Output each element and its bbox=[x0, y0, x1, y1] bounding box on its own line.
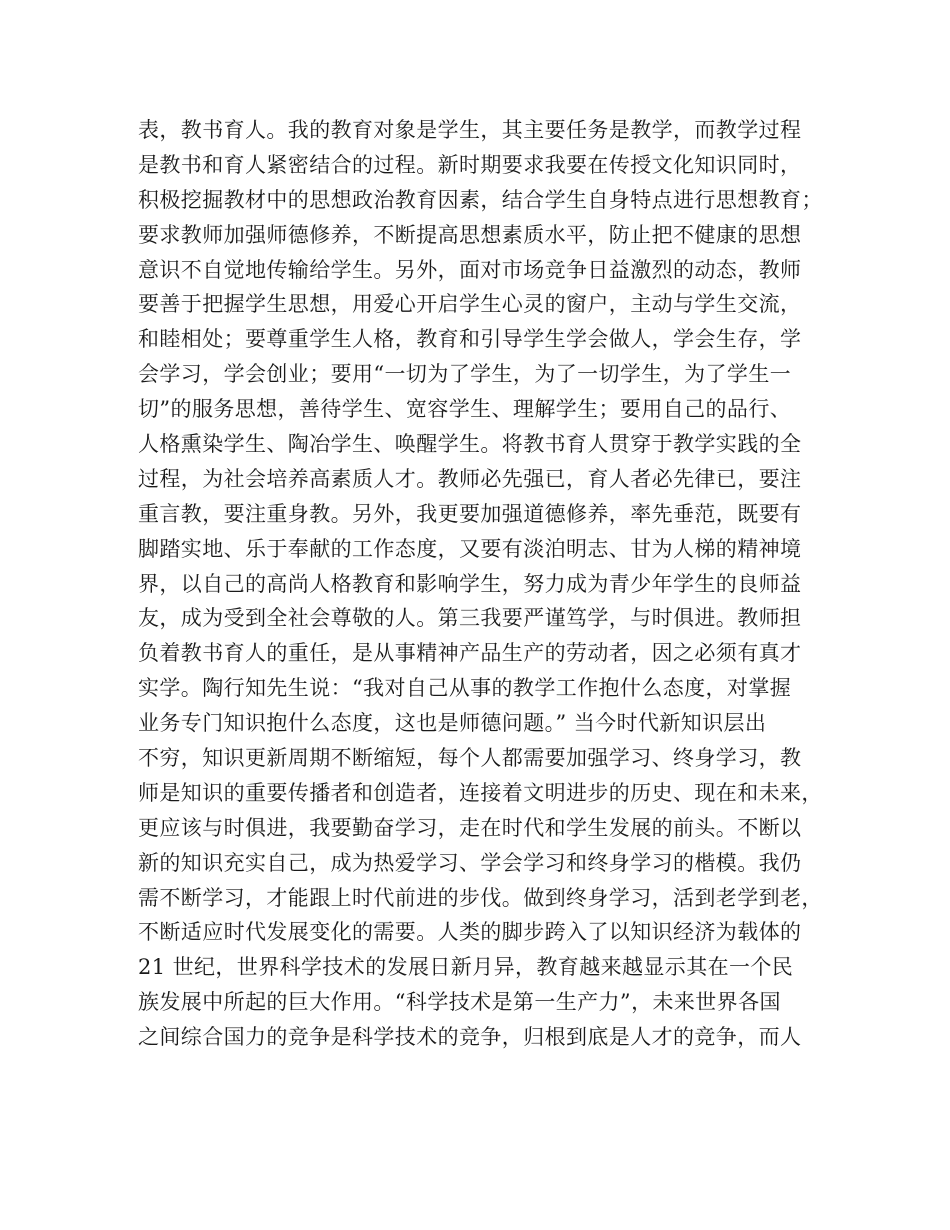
body-text bbox=[138, 113, 838, 1055]
text-line: 负着教书育人的重任，是从事精神产品生产的劳动者，因之必须有真才 bbox=[138, 641, 802, 666]
text-line: 族发展中所起的巨大作用。“科学技术是第一生产力”，未来世界各国 bbox=[138, 990, 781, 1015]
text-line: 之间综合国力的竞争是科学技术的竞争，归根到底是人才的竞争，而人 bbox=[138, 1025, 802, 1050]
text-line: 需不断学习，才能跟上时代前进的步伐。做到终身学习，活到老学到老， bbox=[138, 885, 823, 910]
text-line: 切”的服务思想，善待学生、宽容学生、理解学生；要用自己的品行、 bbox=[138, 397, 792, 422]
text-line: 意识不自觉地传输给学生。另外，面对市场竞争日益激烈的动态，教师 bbox=[138, 257, 802, 282]
text-line: 是教书和育人紧密结合的过程。新时期要求我要在传授文化知识同时， bbox=[138, 152, 802, 177]
text-line: 更应该与时俱进，我要勤奋学习，走在时代和学生发展的前头。不断以 bbox=[138, 815, 802, 840]
text-line: 新的知识充实自己，成为热爱学习、学会学习和终身学习的楷模。我仍 bbox=[138, 850, 802, 875]
text-line: 不断适应时代发展变化的需要。人类的脚步跨入了以知识经济为载体的 bbox=[138, 920, 802, 945]
text-line: 人格熏染学生、陶冶学生、唤醒学生。将教书育人贯穿于教学实践的全 bbox=[138, 432, 802, 457]
text-line: 脚踏实地、乐于奉献的工作态度，又要有淡泊明志、甘为人梯的精神境 bbox=[138, 536, 802, 561]
text-line: 界，以自己的高尚人格教育和影响学生，努力成为青少年学生的良师益 bbox=[138, 571, 802, 596]
text-line: 实学。陶行知先生说：“我对自己从事的教学工作抱什么态度，对掌握 bbox=[138, 676, 792, 701]
text-line: 不穷，知识更新周期不断缩短，每个人都需要加强学习、终身学习，教 bbox=[138, 746, 802, 771]
text-line: 重言教，要注重身教。另外，我更要加强道德修养，率先垂范，既要有 bbox=[138, 501, 802, 526]
text-line: 要求教师加强师德修养，不断提高思想素质水平，防止把不健康的思想 bbox=[138, 222, 802, 247]
text-line: 积极挖掘教材中的思想政治教育因素，结合学生自身特点进行思想教育； bbox=[138, 187, 823, 212]
text-line: 会学习，学会创业；要用“一切为了学生，为了一切学生，为了学生一 bbox=[138, 362, 792, 387]
text-line: 表，教书育人。我的教育对象是学生，其主要任务是教学，而教学过程 bbox=[138, 118, 802, 142]
text-line: 21 世纪，世界科学技术的发展日新月异，教育越来越显示其在一个民 bbox=[138, 955, 794, 980]
text-line: 要善于把握学生思想，用爱心开启学生心灵的窗户，主动与学生交流， bbox=[138, 292, 802, 317]
text-line: 业务专门知识抱什么态度，这也是师德问题。” 当今时代新知识层出 bbox=[138, 711, 767, 736]
text-line: 和睦相处；要尊重学生人格，教育和引导学生学会做人，学会生存，学 bbox=[138, 327, 802, 352]
text-line: 过程，为社会培养高素质人才。教师必先强已，育人者必先律已，要注 bbox=[138, 466, 802, 491]
text-line: 友，成为受到全社会尊敬的人。第三我要严谨笃学，与时俱进。教师担 bbox=[138, 606, 802, 631]
text-line: 师是知识的重要传播者和创造者，连接着文明进步的历史、现在和未来， bbox=[138, 780, 823, 805]
